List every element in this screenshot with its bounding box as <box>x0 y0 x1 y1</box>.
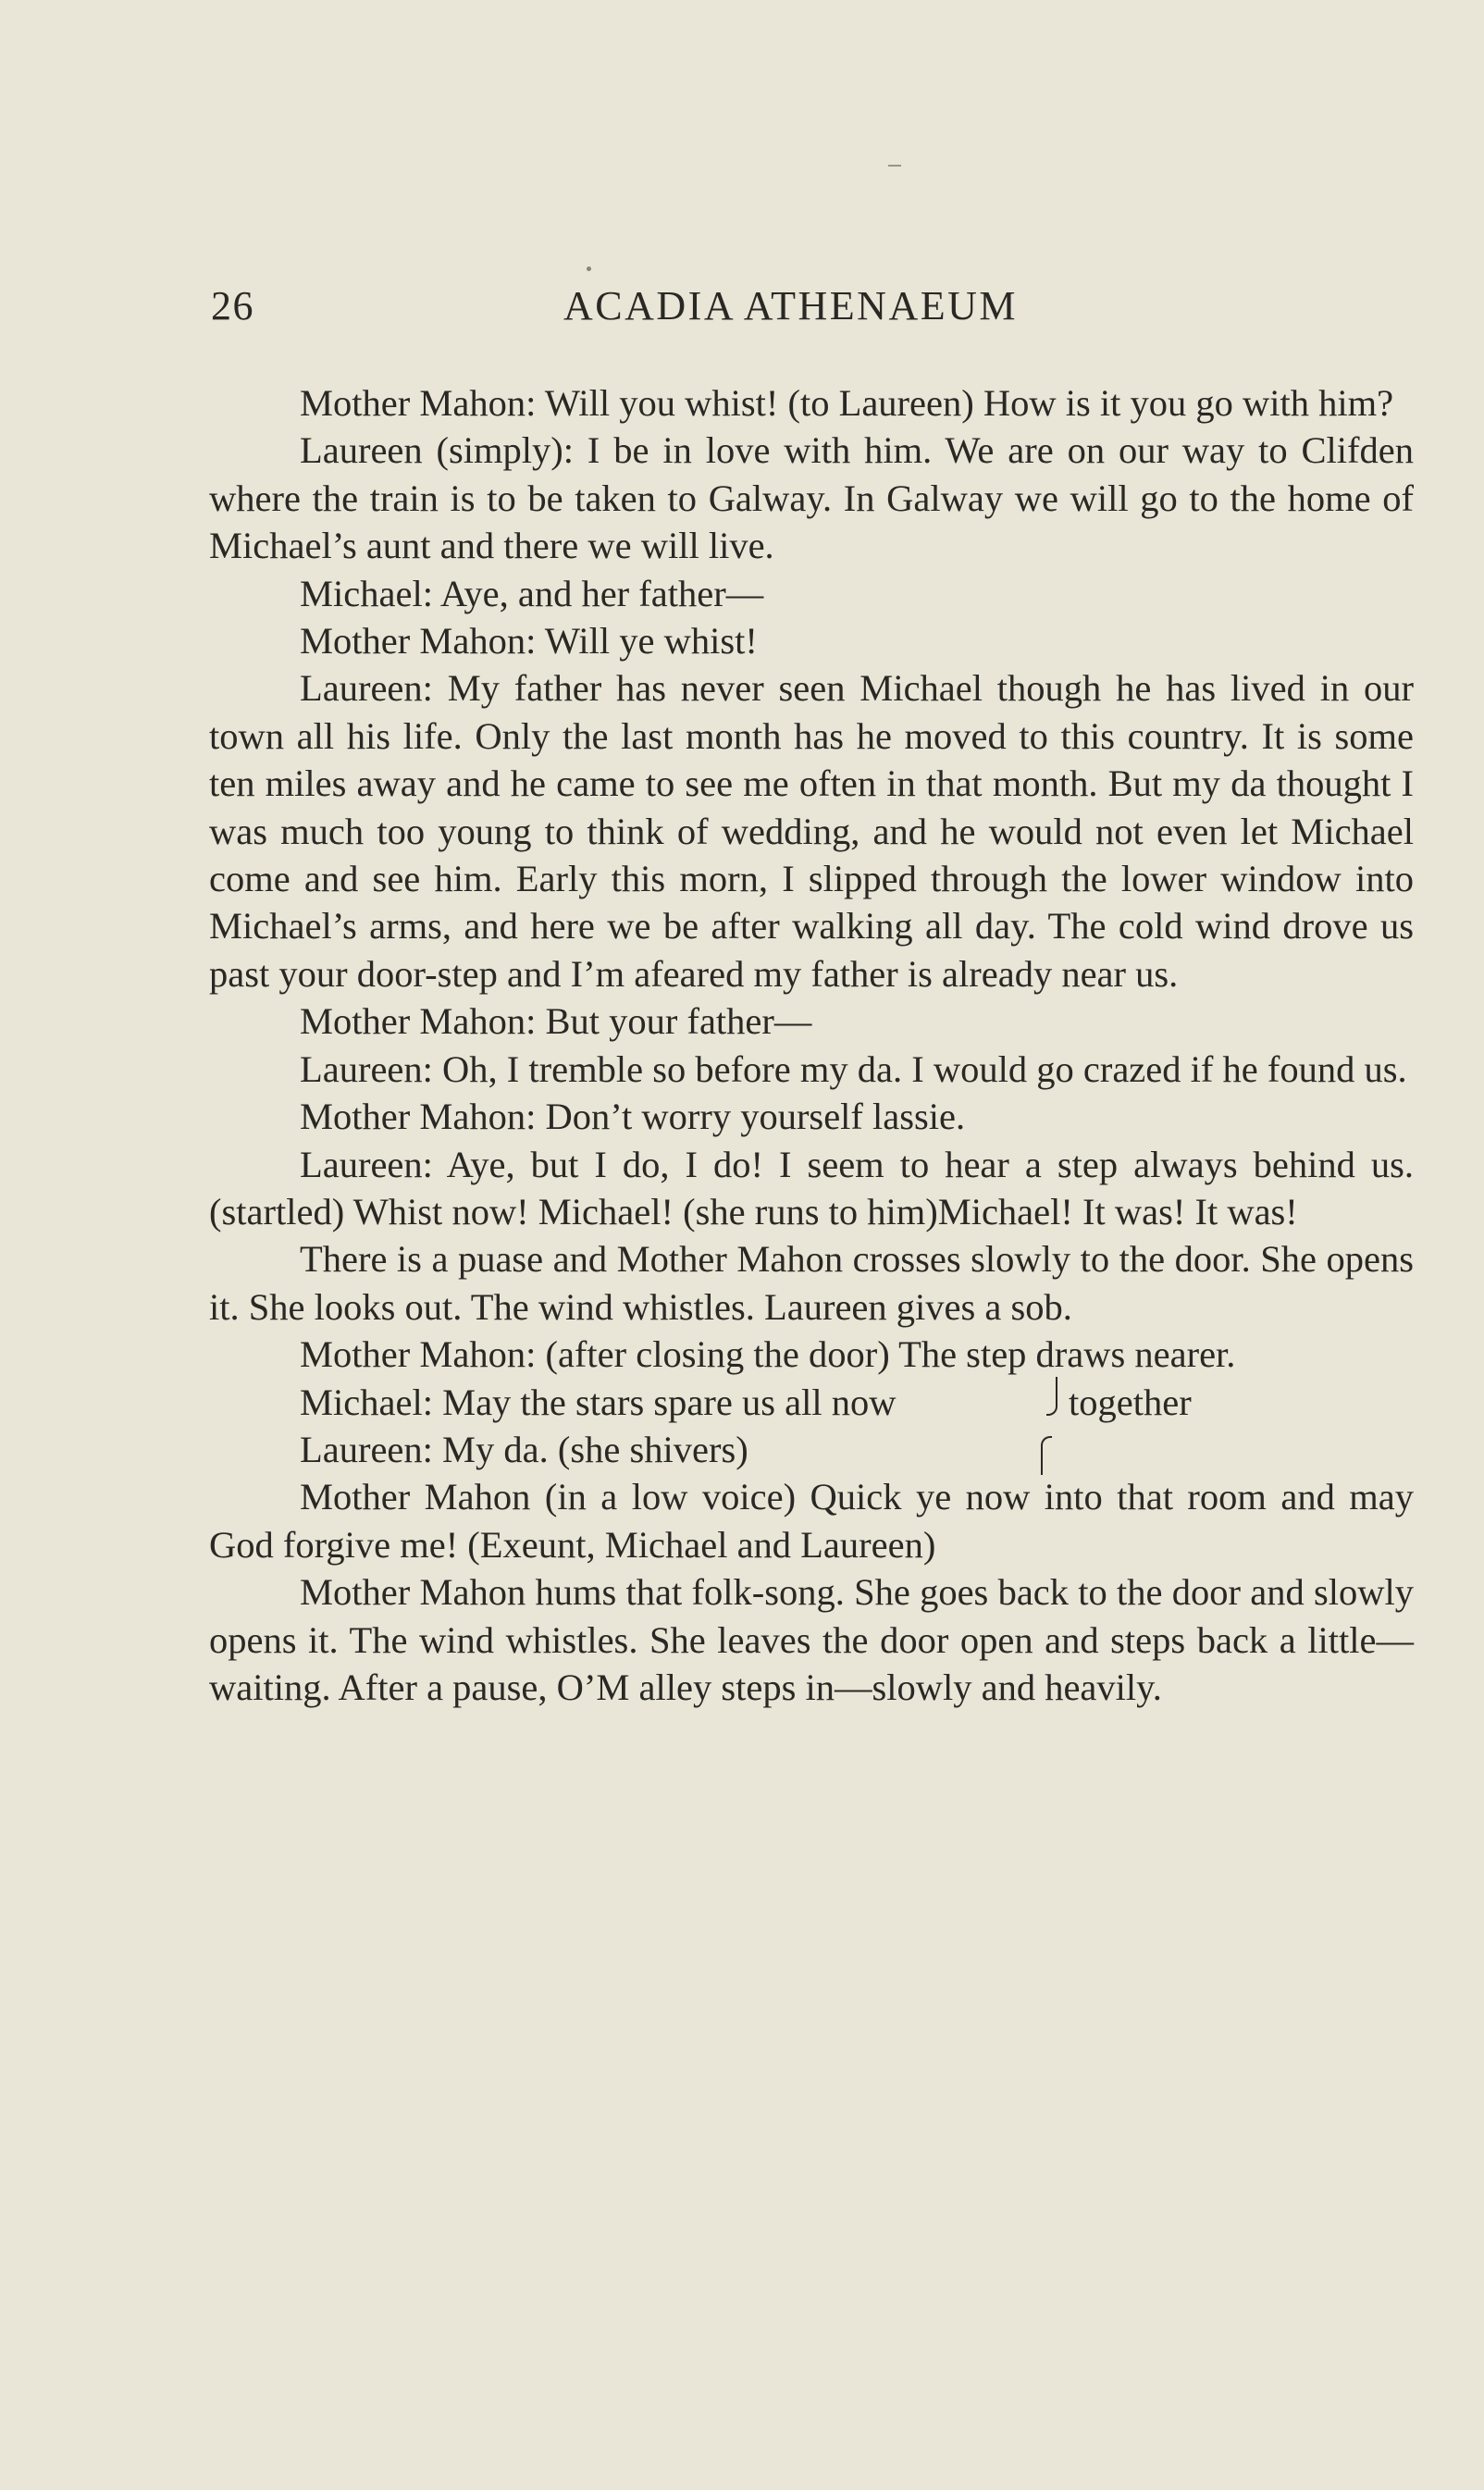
brace-top <box>1046 1377 1057 1416</box>
cue-text: Michael: May the stars spare us all now <box>300 1381 897 1423</box>
paragraph: Mother Mahon: Will you whist! (to Laureen) How is it you go with him? <box>300 382 1394 424</box>
together-label: together <box>1069 1381 1192 1423</box>
play-text <box>209 379 1414 1711</box>
paragraph: Mother Mahon: But your father— <box>300 1000 812 1043</box>
paragraph: Laureen (simply): I be in love with him. We are on our way to Clifden where the train is to be taken to Galway. In Galway we will go to the home of Michael’s aunt and there we will live. <box>209 429 1414 567</box>
brace-bottom <box>1041 1436 1052 1475</box>
paragraph: Laureen: Oh, I tremble so before my da. I would go crazed if he found us. <box>300 1047 1407 1090</box>
cue-line-michael <box>209 1379 1414 1426</box>
paragraph: Laureen: My father has never seen Michael though he has lived in our town all his life. Only the last month has he moved to this country. It is some ten miles away and he came to see me often in that month. But my da thought I was much too young to think of wedding, and he would not even let Michael come and see him. Early this morn, I slipped through the lower window into Michael’s arms, and here we be after walking all day. The cold wind drove us past your door-step and I’m afeared my father is already near us. <box>209 667 1414 995</box>
cue-text: Laureen: My da. (she shivers) <box>300 1428 748 1470</box>
paragraph: Mother Mahon hums that folk-song. She goes back to the door and slowly opens it. The wind whistles. She leaves the door open and steps back a little—waiting. After a pause, O’M alley steps in—slowly and heavily. <box>209 1571 1414 1708</box>
paragraph: There is a puase and Mother Mahon crosses slowly to the door. She opens it. She looks out. The wind whistles. Laureen gives a sob. <box>209 1238 1414 1328</box>
cue-line-laureen <box>209 1426 1414 1473</box>
running-head: ACADIA ATHENAEUM <box>563 283 1018 328</box>
paragraph: Mother Mahon (in a low voice) Quick ye now into that room and may God forgive me! (Exeunt, Michael and Laureen) <box>209 1476 1414 1566</box>
print-speck <box>888 165 901 167</box>
page-number: 26 <box>211 283 254 328</box>
paragraph: Mother Mahon: Don’t worry yourself lassie. <box>300 1096 966 1138</box>
paragraph: Mother Mahon: (after closing the door) The step draws nearer. <box>300 1333 1236 1376</box>
paragraph: Michael: Aye, and her father— <box>300 572 764 614</box>
print-speck <box>587 266 591 271</box>
simultaneous-lines <box>209 1379 1414 1474</box>
paragraph: Laureen: Aye, but I do, I do! I seem to hear a step always behind us. (startled) Whist now! Michael! (she runs to him)Michael! It was! It was! <box>209 1143 1414 1233</box>
paragraph: Mother Mahon: Will ye whist! <box>300 620 758 663</box>
page-header <box>211 282 1414 338</box>
